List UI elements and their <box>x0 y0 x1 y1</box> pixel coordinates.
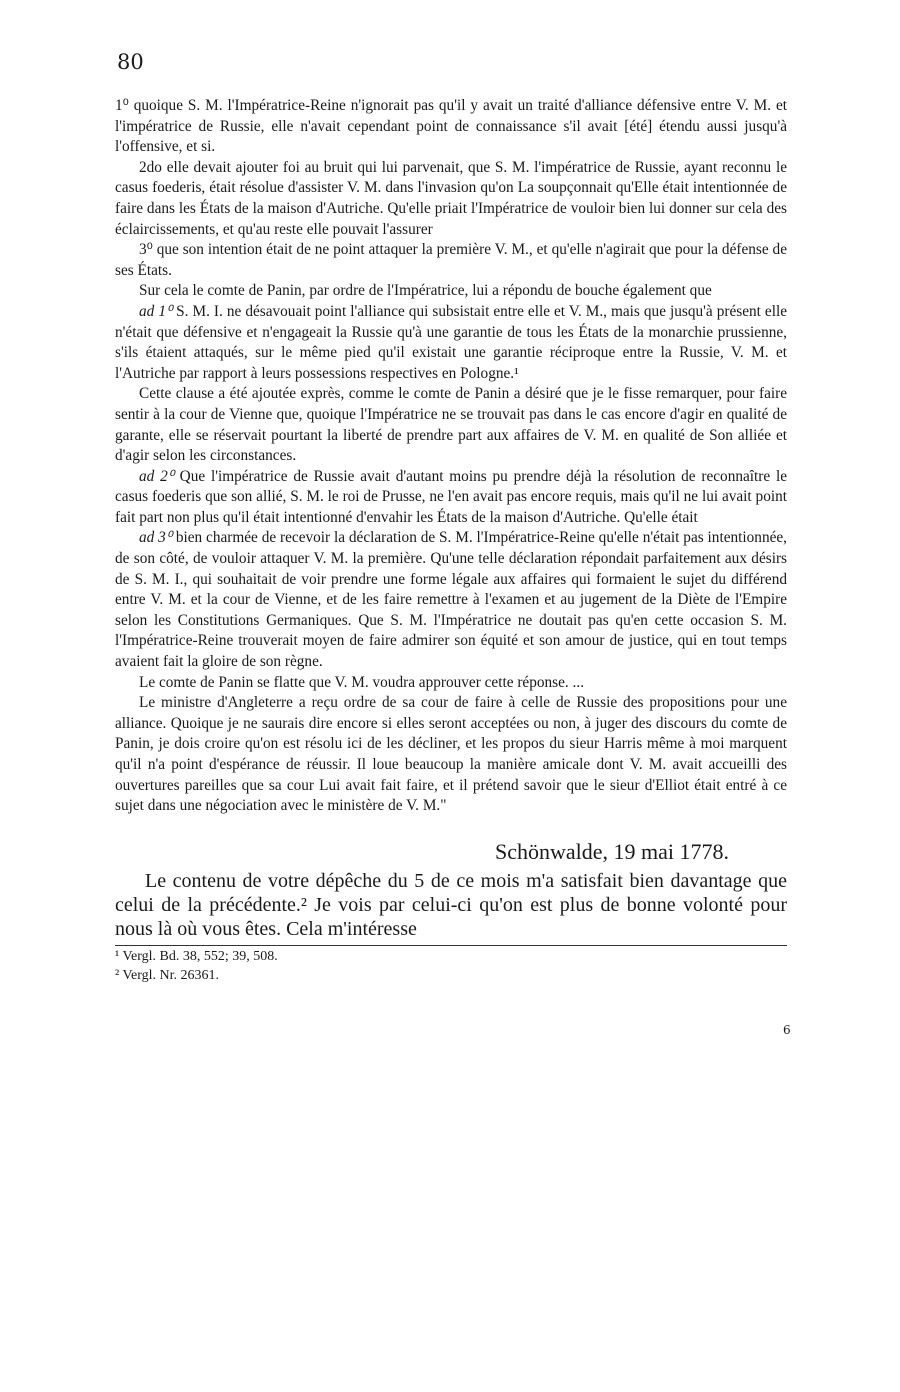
paragraph-text: Le comte de Panin se flatte que V. M. voudra approuver cette réponse. ... <box>139 673 585 691</box>
letter-text: Le contenu de votre dépêche du 5 de ce mois m'a satisfait bien davantage que celui de la précédente.² Je vois par celui-ci qu'on est plus de bonne volonté pour nous là où vous êtes. Cela m'intéresse <box>115 870 787 940</box>
sheet-number: 6 <box>783 1023 791 1037</box>
paragraph-text: Sur cela le comte de Panin, par ordre de l'Impératrice, lui a répondu de bouche également que <box>139 282 712 300</box>
paragraph-text: bien charmée de recevoir la déclaration de S. M. l'Impératrice-Reine qu'elle n'était pas intentionnée, de son côté, de vouloir attaquer V. M. la première. Qu'une telle déclaration répondait parfaitement aux désirs de S. M. I., qui souhaitait de voir prendre une forme légale aux affaires qui formaient le sujet du différend entre V. M. et la cour de Vienne, et de les faire remettre à l'examen et au jugement de la Diète de l'Empire selon les Constitutions Germaniques. Que S. M. l'Impératrice ne doutait pas qu'en cette occasion S. M. l'Impératrice-Reine trouverait moyen de faire admirer son équité et son amour de justice, qui en tout temps avaient fait la gloire de son règne. <box>115 529 787 671</box>
paragraph <box>115 240 787 281</box>
paragraph-lead: 2do <box>139 158 162 176</box>
paragraph-text: quoique S. M. l'Impératrice-Reine n'ignorait pas qu'il y avait un traité d'alliance défensive entre V. M. et l'impératrice de Russie, elle n'avait cependant point de connaissance s'il avait [été] étendu aussi jusqu'à l'offensive, et si. <box>115 97 787 156</box>
letter-date-line: Schönwalde, 19 mai 1778. <box>495 839 730 864</box>
paragraph-lead: 1⁰ <box>115 97 129 114</box>
paragraph <box>115 158 787 240</box>
letter-body <box>115 869 787 941</box>
paragraph-text: Cette clause a été ajoutée exprès, comme le comte de Panin a désiré que je le fisse remarquer, pour faire sentir à la cour de Vienne que, quoique l'Impératrice ne se trouvait pas dans le cas encore d'agir en qualité de garante, elle se réservait pourtant la liberté de prendre part aux affaires de V. M. en qualité de Son alliée et d'agir selon les circonstances. <box>115 385 787 465</box>
footnote-rule <box>115 945 787 946</box>
paragraph-lead: ad 2⁰ <box>139 467 174 485</box>
paragraph-lead: 3⁰ <box>139 241 153 259</box>
paragraph <box>115 693 787 817</box>
paragraph-text: que son intention était de ne point attaquer la première V. M., et qu'elle n'agirait que pour la défense de ses États. <box>115 241 787 279</box>
paragraph-lead: ad 3⁰ <box>139 529 172 547</box>
paragraph <box>115 673 787 694</box>
paragraph-text: Le ministre d'Angleterre a reçu ordre de sa cour de faire à celle de Russie des propositions pour une alliance. Quoique je ne saurais dire encore si elles seront acceptées ou non, à juger des discours du comte de Panin, je dois croire qu'on est résolu ici de les décliner, et les propos du sieur Harris même à moi marquent qu'il n'a point d'espérance de réussir. Il loue beaucoup la manière amicale dont V. M. avait accueilli des ouvertures pareilles que sa cour Lui avait fait faire, et il prétend savoir que le sieur d'Elliot était entré à ce sujet dans une négociation avec le ministère de V. M." <box>115 694 787 815</box>
page-number: 80 <box>117 50 144 74</box>
paragraph-text: elle devait ajouter foi au bruit qui lui parvenait, que S. M. l'impératrice de Russie, ayant reconnu le casus foederis, était résolue d'assister V. M. dans l'invasion qu'on La soupçonnait qu'Elle était intentionnée de faire dans les États de la maison d'Autriche. Qu'elle priait l'Impératrice de vouloir bien lui donner sur cela des éclaircissements, et qu'au reste elle pouvait l'assurer <box>115 158 787 238</box>
footnote: ² Vergl. Nr. 26361. <box>115 968 220 983</box>
footnotes <box>115 947 787 985</box>
paragraph <box>115 384 787 466</box>
paragraph <box>115 96 787 158</box>
paragraph <box>115 467 787 529</box>
paragraph-lead: ad 1⁰ <box>139 302 173 320</box>
paragraph-text: S. M. I. ne désavouait point l'alliance qui subsistait entre elle et V. M., mais que jusqu'à présent elle n'était que défensive et n'engageait la Russie qu'à une garantie de tous les États de la monarchie prussienne, s'ils étaient attaqués, sur le même pied qu'il existait une garantie réciproque entre la Russie, V. M. et l'Autriche par rapport à leurs possessions respectives en Pologne.¹ <box>115 302 787 382</box>
report-body <box>115 96 787 817</box>
paragraph <box>115 302 787 384</box>
paragraph-text: Que l'impératrice de Russie avait d'autant moins pu prendre déjà la résolution de reconnaître le casus foederis que son allié, S. M. le roi de Prusse, ne l'en avait pas encore requis, mais qu'il ne lui avait point fait part non plus qu'il était intentionné d'envahir les États de la maison d'Autriche. Qu'elle était <box>115 467 787 526</box>
paragraph <box>115 281 787 302</box>
paragraph <box>115 528 787 672</box>
footnote: ¹ Vergl. Bd. 38, 552; 39, 508. <box>115 949 278 964</box>
